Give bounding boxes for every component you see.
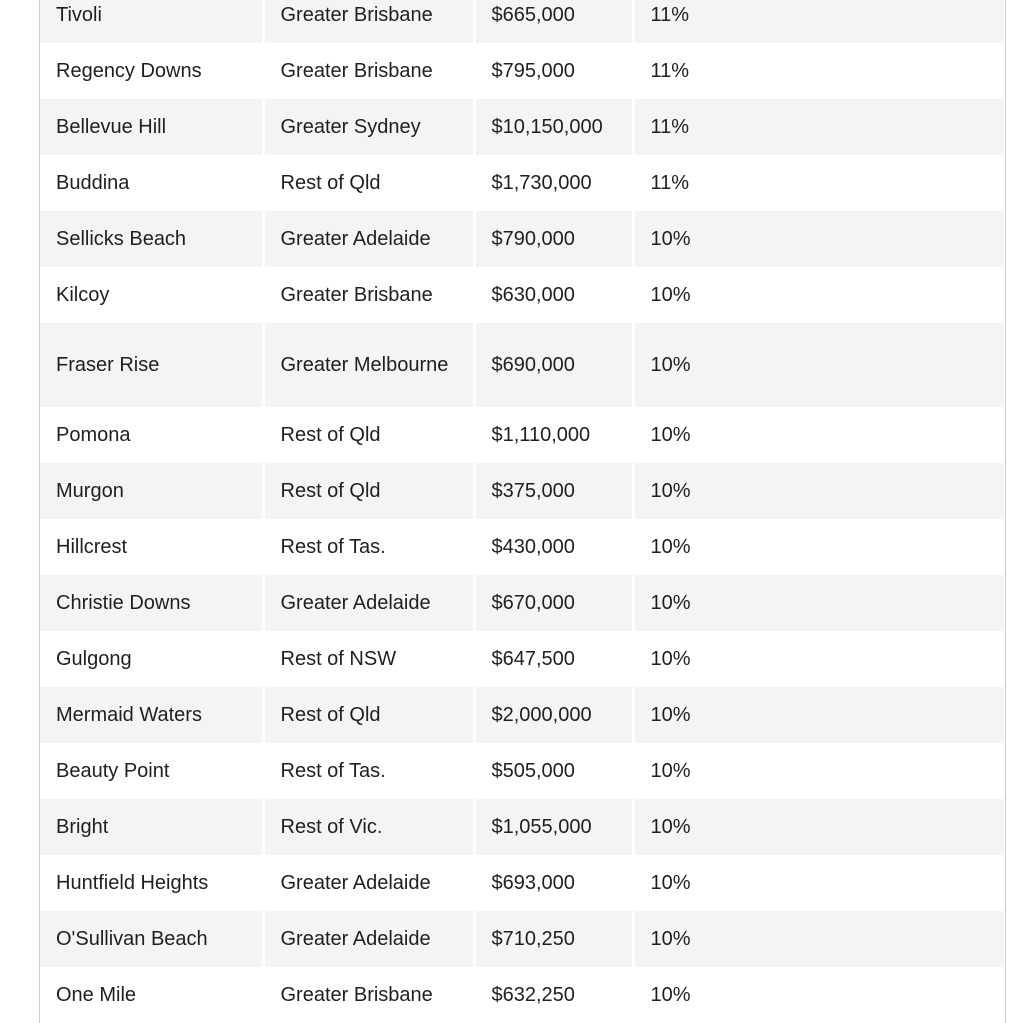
- price-cell: $670,000: [474, 575, 633, 631]
- change-cell: 10%: [633, 911, 1004, 967]
- region-cell: Rest of Tas.: [263, 743, 474, 799]
- suburb-cell: Fraser Rise: [40, 323, 263, 407]
- price-cell: $710,250: [474, 911, 633, 967]
- table-row: [40, 575, 1004, 631]
- suburb-price-table: [39, 0, 1006, 1023]
- region-cell: Rest of Tas.: [263, 519, 474, 575]
- table-row: [40, 267, 1004, 323]
- price-cell: $375,000: [474, 463, 633, 519]
- price-cell: $690,000: [474, 323, 633, 407]
- suburb-cell: Murgon: [40, 463, 263, 519]
- suburb-cell: Christie Downs: [40, 575, 263, 631]
- suburb-cell: Regency Downs: [40, 43, 263, 99]
- suburb-cell: Beauty Point: [40, 743, 263, 799]
- price-cell: $795,000: [474, 43, 633, 99]
- table-row: [40, 855, 1004, 911]
- suburb-cell: Tivoli: [40, 0, 263, 43]
- price-cell: $430,000: [474, 519, 633, 575]
- region-cell: Rest of Qld: [263, 407, 474, 463]
- region-cell: Greater Adelaide: [263, 575, 474, 631]
- table-row: [40, 463, 1004, 519]
- price-cell: $630,000: [474, 267, 633, 323]
- region-cell: Greater Melbourne: [263, 323, 474, 407]
- table-row: [40, 519, 1004, 575]
- price-cell: $665,000: [474, 0, 633, 43]
- suburb-cell: One Mile: [40, 967, 263, 1023]
- change-cell: 10%: [633, 211, 1004, 267]
- table-row: [40, 743, 1004, 799]
- price-cell: $693,000: [474, 855, 633, 911]
- change-cell: 10%: [633, 743, 1004, 799]
- region-cell: Greater Adelaide: [263, 211, 474, 267]
- change-cell: 10%: [633, 519, 1004, 575]
- price-cell: $632,250: [474, 967, 633, 1023]
- price-cell: $1,110,000: [474, 407, 633, 463]
- suburb-cell: Huntfield Heights: [40, 855, 263, 911]
- change-cell: 10%: [633, 323, 1004, 407]
- price-cell: $10,150,000: [474, 99, 633, 155]
- region-cell: Greater Brisbane: [263, 0, 474, 43]
- region-cell: Greater Sydney: [263, 99, 474, 155]
- region-cell: Greater Brisbane: [263, 267, 474, 323]
- suburb-cell: Hillcrest: [40, 519, 263, 575]
- suburb-cell: Bright: [40, 799, 263, 855]
- region-cell: Rest of Qld: [263, 155, 474, 211]
- change-cell: 10%: [633, 407, 1004, 463]
- price-cell: $2,000,000: [474, 687, 633, 743]
- price-cell: $647,500: [474, 631, 633, 687]
- table-row: [40, 911, 1004, 967]
- region-cell: Greater Brisbane: [263, 967, 474, 1023]
- region-cell: Rest of Vic.: [263, 799, 474, 855]
- table-row: [40, 631, 1004, 687]
- table-row: [40, 407, 1004, 463]
- table-row: [40, 799, 1004, 855]
- change-cell: 10%: [633, 687, 1004, 743]
- change-cell: 11%: [633, 99, 1004, 155]
- price-cell: $505,000: [474, 743, 633, 799]
- suburb-cell: Buddina: [40, 155, 263, 211]
- change-cell: 10%: [633, 463, 1004, 519]
- change-cell: 10%: [633, 267, 1004, 323]
- table-row: [40, 967, 1004, 1023]
- region-cell: Greater Adelaide: [263, 911, 474, 967]
- change-cell: 10%: [633, 967, 1004, 1023]
- table-row: [40, 155, 1004, 211]
- suburb-cell: O'Sullivan Beach: [40, 911, 263, 967]
- change-cell: 10%: [633, 631, 1004, 687]
- table-body: [40, 0, 1004, 1023]
- region-cell: Rest of Qld: [263, 463, 474, 519]
- suburb-cell: Gulgong: [40, 631, 263, 687]
- table-row: [40, 0, 1004, 43]
- table-row: [40, 323, 1004, 407]
- change-cell: 11%: [633, 155, 1004, 211]
- table-row: [40, 687, 1004, 743]
- suburb-cell: Mermaid Waters: [40, 687, 263, 743]
- suburb-cell: Sellicks Beach: [40, 211, 263, 267]
- change-cell: 10%: [633, 575, 1004, 631]
- change-cell: 11%: [633, 43, 1004, 99]
- suburb-cell: Bellevue Hill: [40, 99, 263, 155]
- table-row: [40, 211, 1004, 267]
- suburb-cell: Kilcoy: [40, 267, 263, 323]
- region-cell: Rest of Qld: [263, 687, 474, 743]
- price-cell: $1,730,000: [474, 155, 633, 211]
- price-cell: $790,000: [474, 211, 633, 267]
- change-cell: 10%: [633, 799, 1004, 855]
- suburb-cell: Pomona: [40, 407, 263, 463]
- change-cell: 11%: [633, 0, 1004, 43]
- change-cell: 10%: [633, 855, 1004, 911]
- price-cell: $1,055,000: [474, 799, 633, 855]
- table-row: [40, 99, 1004, 155]
- region-cell: Greater Brisbane: [263, 43, 474, 99]
- region-cell: Greater Adelaide: [263, 855, 474, 911]
- region-cell: Rest of NSW: [263, 631, 474, 687]
- table-row: [40, 43, 1004, 99]
- data-table: [40, 0, 1004, 1023]
